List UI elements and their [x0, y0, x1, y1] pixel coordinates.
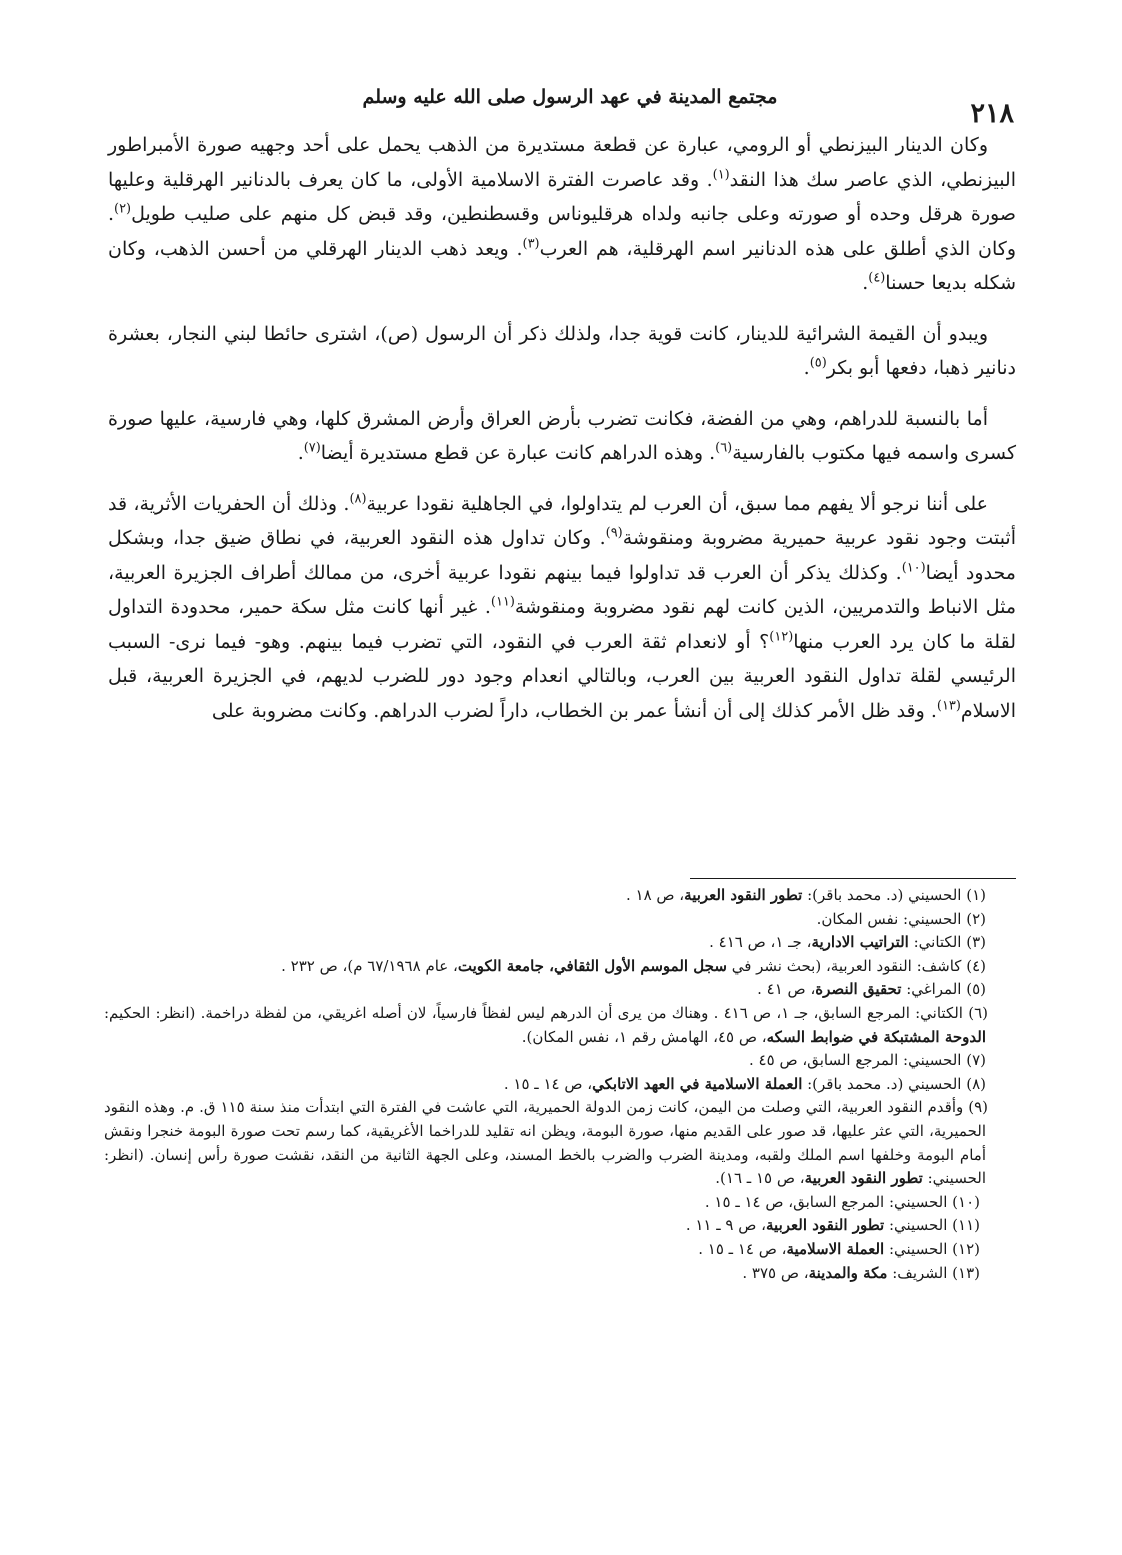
footnote: [104, 1262, 1016, 1286]
footnote-ref: (٨): [349, 491, 367, 507]
footnote-text: ، ص ٩ ـ ١١ .: [685, 1216, 766, 1235]
footnote-text: ، جـ ١، ص ٤١٦ .: [709, 933, 812, 952]
footnote-text: ، ص ٤١ .: [757, 980, 816, 999]
text-run: . ويعد ذهب الدينار الهرقلي من أحسن الذهب، وكان شكله بديعا حسنا: [108, 237, 1016, 294]
footnote-ref: (١٣): [936, 698, 961, 714]
text-run: . وقد ظل الأمر كذلك إلى أن أنشأ عمر بن الخطاب، داراً لضرب الدراهم. وكانت مضروبة على: [211, 699, 937, 722]
text-run: . وهذه الدراهم كانت عبارة عن قطع مستديرة أيضا: [320, 442, 716, 464]
text-run: . وكان تداول هذه النقود العربية، في نطاق ضيق جدا، وبشكل محدود أيضا: [108, 527, 1016, 584]
footnote-text: (٩) وأقدم النقود العربية، التي وصلت من اليمن، كانت زمن الدولة الحميرية، التي عاشت في الفترة التي ابتدأت منذ سنة ١١٥ ق. م. وهذه النقود الحميرية، التي عثر عليها، قد صور على القديم منها، صورة البومة، ويظن انه تقليد للدراخما الأغريقية، كما رسم تحت صورة البومة خنجرا ونقش أمام البومة وخلفها اسم الملك ولقبه، ومدينة الضرب والضرب بالخط المسند، وعلى الجهة الثانية من النقد، نقشت صورة رأس إنسان. (انظر: الحسيني:: [104, 1098, 988, 1188]
body-paragraph: [108, 128, 1016, 301]
footnote: [104, 955, 1016, 979]
footnote-ref: (٢): [114, 201, 132, 217]
footnote-text: (٥) المراغي:: [901, 980, 986, 999]
footnote: [104, 1214, 1016, 1238]
body-text: [108, 128, 1016, 744]
footnote-title: تحقيق النصرة: [815, 980, 902, 999]
footnote: [104, 908, 1016, 932]
footnote-title: تطور النقود العربية: [804, 1169, 923, 1188]
footnote-text: ، ص ١٥ ـ ١٦).: [715, 1169, 805, 1188]
footnote-text: (١٢) الحسيني:: [884, 1239, 980, 1258]
text-run: وكان الدينار البيزنطي أو الرومي، عبارة عن قطعة مستديرة من الذهب يحمل على أحد وجهيه صورة الأمبراطور البيزنطي، الذي عاصر سك هذا النقد: [108, 134, 1016, 191]
footnote-title: العملة الاسلامية في العهد الاتابكي: [592, 1074, 803, 1093]
footnote: [104, 1049, 1016, 1073]
body-paragraph: [108, 317, 1016, 386]
footnote-title: الدوحة المشتبكة في ضوابط السكه: [766, 1027, 986, 1046]
footnote: [104, 978, 1016, 1002]
footnotes: [104, 884, 1016, 1285]
footnote-title: العملة الاسلامية: [786, 1239, 885, 1258]
footnote-text: ، ص ٤٥، الهامش رقم ١، نفس المكان).: [521, 1027, 767, 1046]
footnote-title: تطور النقود العربية: [684, 886, 803, 904]
footnote-divider: [690, 878, 1016, 879]
text-run: ؟ أو لانعدام ثقة العرب في النقود، التي تضرب فيما بينهم. وهو- فيما نرى- السبب الرئيسي لقلة تداول النقود العربية بين العرب، وبالتالي انعدام وجود دور للضرب لديهم، في الجزيرة العربية، قبل الاسلام: [108, 630, 1016, 722]
footnote-text: ، ص ١٨ .: [625, 886, 685, 904]
text-run: .: [297, 442, 304, 464]
footnote-text: ، ص ٣٧٥ .: [742, 1263, 809, 1282]
footnote-ref: (٧): [303, 440, 321, 456]
footnote-text: (٢) الحسيني: نفس المكان.: [816, 909, 986, 928]
footnote: [104, 931, 1016, 955]
footnote-text: (٤) كاشف: النقود العربية، (بحث نشر في: [726, 956, 986, 975]
footnote: [104, 1238, 1016, 1262]
text-run: .: [862, 272, 869, 294]
text-run: . وكان الذي أطلق على هذه الدنانير اسم الهرقلية، هم العرب: [108, 203, 1016, 260]
footnote-ref: (١٠): [901, 560, 926, 576]
body-paragraph: [108, 402, 1016, 471]
footnote-title: مكة والمدينة: [808, 1263, 888, 1282]
footnote-text: (٧) الحسيني: المرجع السابق، ص ٤٥ .: [749, 1051, 986, 1070]
footnote-ref: (١١): [490, 594, 515, 610]
footnote-text: (٨) الحسيني (د. محمد باقر):: [802, 1074, 986, 1093]
text-run: . غير أنها كانت مثل سكة حمير، محدودة التداول لقلة ما كان يرد العرب منها: [108, 596, 1016, 653]
footnote-text: ، عام ٦٧/١٩٦٨ م)، ص ٢٣٢ .: [281, 956, 458, 975]
text-run: . وقد عاصرت الفترة الاسلامية الأولى، ما كان يعرف بالدنانير الهرقلية وعليها صورة هرقل وحده أو صورته وعلى جانبه ولداه هرقليوناس وقسطنطين، وقد قبض كل منهم على صليب طويل: [108, 168, 1016, 225]
footnote-text: (١) الحسيني (د. محمد باقر):: [802, 886, 986, 904]
footnote: [104, 1191, 1016, 1215]
text-run: على أننا نرجو ألا يفهم مما سبق، أن العرب لم يتداولوا، في الجاهلية نقودا عربية: [366, 492, 988, 515]
footnote-title: التراتيب الادارية: [811, 933, 909, 952]
footnote: [104, 884, 1016, 908]
page-number: ٢١٨: [970, 98, 1014, 129]
footnote-text: (١٣) الشريف:: [887, 1263, 980, 1282]
footnote: [104, 1002, 1016, 1049]
footnote-ref: (٦): [715, 440, 733, 456]
footnote-title: سجل الموسم الأول الثقافي، جامعة الكويت: [457, 956, 727, 975]
text-run: . وكذلك يذكر أن العرب قد تداولوا فيما بينهم نقودا عربية أخرى، من ممالك أطراف الجزيرة العربية، مثل الانباط والتدمريين، الذين كانت لهم نقود مضروبة ومنقوشة: [108, 561, 1017, 618]
text-run: . وذلك أن الحفريات الأثرية، قد أثبتت وجود نقود عربية حميرية مضروبة ومنقوشة: [108, 492, 1016, 549]
running-title: مجتمع المدينة في عهد الرسول صلى الله عليه وسلم: [362, 86, 778, 108]
footnote-ref: (١): [712, 167, 730, 183]
footnote-title: تطور النقود العربية: [766, 1216, 885, 1235]
text-run: .: [803, 357, 810, 379]
footnote-ref: (٩): [605, 525, 623, 541]
text-run: ويبدو أن القيمة الشرائية للدينار، كانت قوية جدا، ولذلك ذكر أن الرسول (ص)، اشترى حائطا لبني النجار، بعشرة دنانير ذهبا، دفعها أبو بكر: [108, 322, 1016, 379]
body-paragraph: [108, 487, 1016, 729]
footnote-ref: (٥): [809, 355, 827, 371]
footnote: [104, 1096, 1016, 1190]
footnote-text: (٣) الكتاني:: [908, 933, 986, 952]
footnote-text: ، ص ١٤ ـ ١٥ .: [503, 1074, 593, 1093]
footnote-ref: (٤): [868, 270, 886, 286]
footnote-text: (٦) الكتاني: المرجع السابق، جـ ١، ص ٤١٦ . وهناك من يرى أن الدرهم ليس لفظاً فارسياً، لان أصله اغريقي، من لفظة دراخمة. (انظر: الحكيم:: [104, 1003, 988, 1022]
footnote-ref: (١٢): [769, 629, 794, 645]
footnote-ref: (٣): [522, 236, 540, 252]
footnote-text: (١٠) الحسيني: المرجع السابق، ص ١٤ ـ ١٥ .: [704, 1192, 980, 1211]
footnote-text: ، ص ١٤ ـ ١٥ .: [698, 1239, 787, 1258]
text-run: أما بالنسبة للدراهم، وهي من الفضة، فكانت تضرب بأرض العراق وأرض المشرق كلها، وهي فارسية، عليها صورة كسرى واسمه فيها مكتوب بالفارسية: [108, 407, 1016, 464]
footnote: [104, 1073, 1016, 1097]
footnote-text: (١١) الحسيني:: [884, 1216, 980, 1235]
